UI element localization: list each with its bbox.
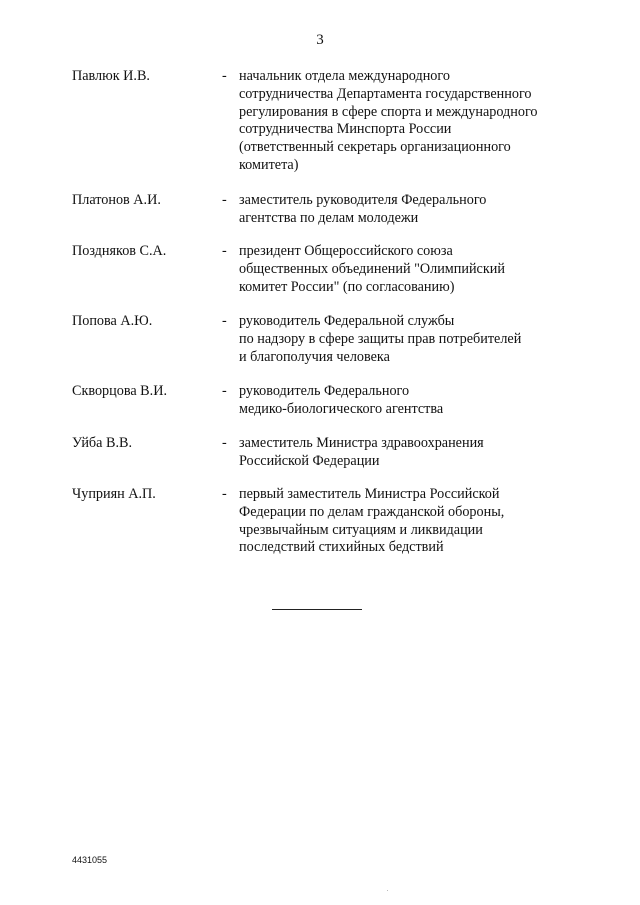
member-dash: - bbox=[222, 486, 227, 502]
member-role bbox=[239, 68, 579, 175]
member-role-line: сотрудничества Минспорта России bbox=[239, 121, 452, 138]
member-role-line: Российской Федерации bbox=[239, 452, 380, 469]
member-role bbox=[239, 243, 579, 296]
member-dash: - bbox=[222, 243, 227, 259]
member-role-line: заместитель Министра здравоохранения bbox=[239, 435, 484, 451]
member-role-line: первый заместитель Министра Российской bbox=[239, 486, 500, 502]
member-name: Попова А.Ю. bbox=[72, 313, 153, 329]
member-dash: - bbox=[222, 68, 227, 84]
member-role-line: начальник отдела международного bbox=[239, 68, 450, 84]
member-dash: - bbox=[222, 435, 227, 451]
member-role bbox=[239, 435, 579, 471]
member-role bbox=[239, 313, 579, 366]
member-role-line: медико-биологического агентства bbox=[239, 400, 444, 417]
member-name: Поздняков С.А. bbox=[72, 243, 167, 259]
end-of-list-rule bbox=[272, 609, 362, 610]
member-role bbox=[239, 192, 579, 228]
member-role-line: агентства по делам молодежи bbox=[239, 209, 419, 226]
member-name: Чуприян А.П. bbox=[72, 486, 156, 502]
member-role-line: Федерации по делам гражданской обороны, bbox=[239, 503, 505, 520]
member-name: Павлюк И.В. bbox=[72, 68, 150, 84]
member-role-line: общественных объединений "Олимпийский bbox=[239, 260, 505, 277]
member-role-line: президент Общероссийского союза bbox=[239, 243, 453, 259]
member-role-line: комитет России" (по согласованию) bbox=[239, 278, 455, 295]
member-role-line: чрезвычайным ситуациям и ликвидации bbox=[239, 521, 483, 538]
member-name: Платонов А.И. bbox=[72, 192, 161, 208]
member-name: Скворцова В.И. bbox=[72, 383, 167, 399]
member-role-line: регулирования в сфере спорта и международного bbox=[239, 103, 538, 120]
member-role-line: комитета) bbox=[239, 156, 299, 173]
scan-speck bbox=[387, 890, 388, 891]
member-role-line: по надзору в сфере защиты прав потребителей bbox=[239, 330, 522, 347]
member-role bbox=[239, 383, 579, 419]
member-role-line: (ответственный секретарь организационного bbox=[239, 139, 511, 156]
member-role-line: руководитель Федерального bbox=[239, 383, 410, 399]
document-code: 4431055 bbox=[72, 855, 108, 865]
member-role-line: и благополучия человека bbox=[239, 348, 390, 365]
member-dash: - bbox=[222, 383, 227, 399]
member-role-line: руководитель Федеральной службы bbox=[239, 313, 455, 329]
page-number: 3 bbox=[316, 32, 324, 48]
member-dash: - bbox=[222, 192, 227, 208]
member-role-line: заместитель руководителя Федерального bbox=[239, 192, 487, 208]
member-role-line: сотрудничества Департамента государственного bbox=[239, 85, 532, 102]
member-role-line: последствий стихийных бедствий bbox=[239, 539, 444, 556]
member-role bbox=[239, 486, 579, 557]
member-dash: - bbox=[222, 313, 227, 329]
member-name: Уйба В.В. bbox=[72, 435, 133, 451]
